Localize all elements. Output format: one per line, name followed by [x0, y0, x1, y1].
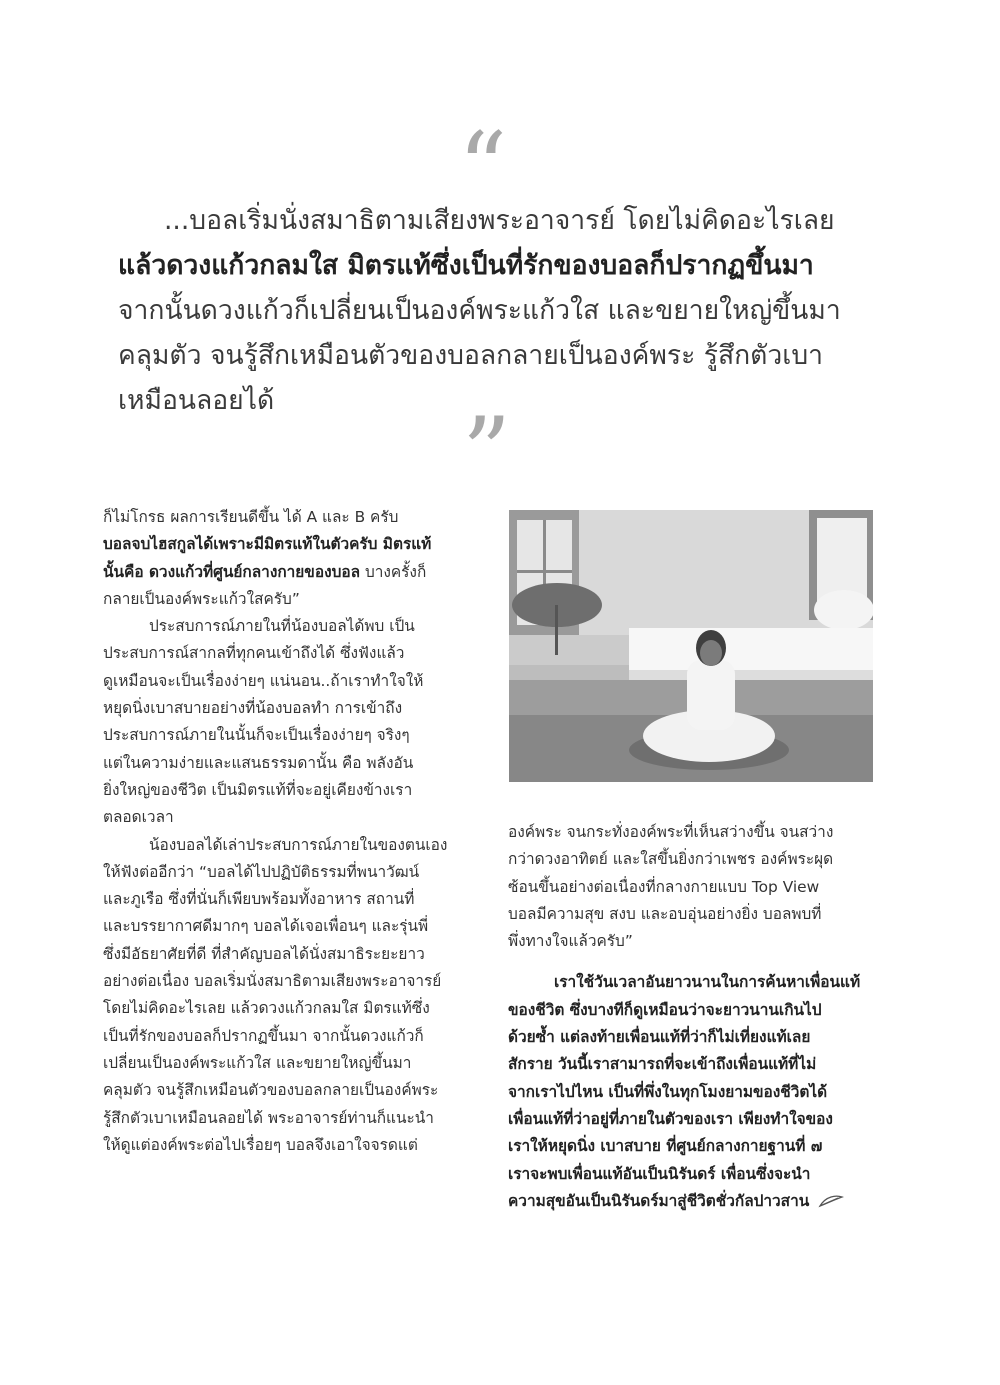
text-line: และภูเรือ ซึ่งที่นั่นก็เพียบพร้อมทั้งอาหาร สถานที่	[103, 890, 415, 909]
text-line: ตลอดเวลา	[103, 808, 174, 827]
text-line: ยิ่งใหญ่ของชีวิต เป็นมิตรแท้ที่จะอยู่เคียงข้างเรา	[103, 780, 413, 799]
text-line: เป็นที่รักของบอลก็ปรากฏขึ้นมา จากนั้นดวงแก้วก็	[103, 1026, 424, 1045]
text-line	[508, 1161, 874, 1188]
pull-quote-line: ...บอลเริ่มนั่งสมาธิตามเสียงพระอาจารย์ โดยไม่คิดอะไรเลย	[164, 205, 835, 236]
text-line: ให้ฟังต่ออีกว่า “บอลได้ไปปฏิบัติธรรมที่พนาวัฒน์	[103, 862, 420, 881]
left-text-column	[103, 504, 475, 1159]
bold-text: เราจะพบเพื่อนแท้อันเป็นนิรันดร์ เพื่อนซึ่งจะนำ	[508, 1164, 811, 1183]
text-line: ประสบการณ์ภายในนั้นก็จะเป็นเรื่องง่ายๆ จริงๆ	[103, 726, 410, 745]
text-line: ประสบการณ์สากลที่ทุกคนเข้าถึงได้ ซึ่งฟังแล้ว	[103, 644, 405, 663]
text-line	[508, 969, 874, 996]
text-line	[103, 531, 475, 558]
text-line	[508, 1024, 874, 1051]
text-line: และบรรยากาศดีมากๆ บอลได้เจอเพื่อนๆ และรุ่นพี่	[103, 917, 429, 936]
text-line	[508, 1079, 874, 1106]
bold-text: นั้นคือ ดวงแก้วที่ศูนย์กลางกายของบอล	[103, 562, 361, 581]
meditation-photo-illustration	[509, 510, 873, 782]
bold-text: ด้วยซ้ำ แต่ลงท้ายเพื่อนแท้ที่ว่าก็ไม่เที่ยงแท้เลย	[508, 1028, 811, 1047]
text-line: โดยไม่คิดอะไรเลย แล้วดวงแก้วกลมใส มิตรแท้ซึ่ง	[103, 999, 430, 1018]
pull-quote-line: จากนั้นดวงแก้วก็เปลี่ยนเป็นองค์พระแก้วใส และขยายใหญ่ขึ้นมา	[118, 295, 841, 326]
text-line: ประสบการณ์ภายในที่น้องบอลได้พบ เป็น	[149, 617, 415, 636]
text-line: พึ่งทางใจแล้วครับ”	[508, 932, 633, 951]
bold-text: เราใช้วันเวลาอันยาวนานในการค้นหาเพื่อนแท้	[554, 973, 861, 992]
text-line: คลุมตัว จนรู้สึกเหมือนตัวของบอลกลายเป็นองค์พระ	[103, 1081, 439, 1100]
pull-quote	[118, 198, 888, 423]
pull-quote-line: เหมือนลอยได้	[118, 385, 275, 416]
meditation-photo	[509, 510, 873, 782]
text-line	[508, 997, 874, 1024]
text-fragment: บางครั้งก็	[360, 562, 427, 581]
bold-text: เพื่อนแท้ที่ว่าอยู่ที่ภายในตัวของเรา เพียงทำใจของ	[508, 1109, 833, 1128]
text-line: ก็ไม่โกรธ ผลการเรียนดีขึ้น ได้ A และ B ครับ	[103, 508, 399, 526]
text-line: ให้ดูแต่องค์พระต่อไปเรื่อยๆ บอลจึงเอาใจจรดแต่	[103, 1135, 418, 1154]
text-line: เปลี่ยนเป็นองค์พระแก้วใส และขยายใหญ่ขึ้นมา	[103, 1053, 412, 1072]
pull-quote-line: แล้วดวงแก้วกลมใส มิตรแท้ซึ่งเป็นที่รักของบอลก็ปรากฏขึ้นมา	[118, 250, 814, 281]
bold-text: เราให้หยุดนิ่ง เบาสบาย ที่ศูนย์กลางกายฐานที่ ๗	[508, 1137, 823, 1156]
bold-text: บอลจบไฮสกูลได้เพราะมีมิตรแท้ในตัวครับ มิตรแท้	[103, 535, 432, 554]
close-quote-mark: ”	[462, 397, 512, 509]
bold-text: ของชีวิต ซึ่งบางทีก็ดูเหมือนว่าจะยาวนานเกินไป	[508, 1000, 822, 1019]
text-line: อย่างต่อเนื่อง บอลเริ่มนั่งสมาธิตามเสียงพระอาจารย์	[103, 972, 442, 991]
text-line: แต่ในความง่ายและแสนธรรมดานั้น คือ พลังอัน	[103, 753, 414, 772]
text-line: กลายเป็นองค์พระแก้วใสครับ”	[103, 589, 300, 608]
right-text-column	[508, 819, 874, 1215]
text-line: ซึ่งมีอัธยาศัยที่ดี ที่สำคัญบอลได้นั่งสมาธิระยะยาว	[103, 944, 425, 963]
text-line: หยุดนิ่งเบาสบายอย่างที่น้องบอลทำ การเข้าถึง	[103, 699, 403, 718]
text-line: กว่าดวงอาทิตย์ และใสขึ้นยิ่งกว่าเพชร องค์พระผุด	[508, 850, 834, 869]
text-line: น้องบอลได้เล่าประสบการณ์ภายในของตนเอง	[149, 835, 448, 854]
pull-quote-line: คลุมตัว จนรู้สึกเหมือนตัวของบอลกลายเป็นองค์พระ รู้สึกตัวเบา	[118, 340, 824, 371]
bold-text: ความสุขอันเป็นนิรันดร์มาสู่ชีวิตชั่วกัลปาวสาน	[508, 1191, 810, 1210]
feather-end-mark-icon	[818, 1194, 844, 1208]
text-line: ซ้อนขึ้นอย่างต่อเนื่องที่กลางกายแบบ Top View	[508, 877, 820, 896]
text-line: ดูเหมือนจะเป็นเรื่องง่ายๆ แน่นอน..ถ้าเราทำใจให้	[103, 671, 424, 690]
text-line: องค์พระ จนกระทั่งองค์พระที่เห็นสว่างขึ้น จนสว่าง	[508, 823, 834, 841]
text-line	[508, 1188, 874, 1215]
text-line	[103, 559, 475, 586]
bold-text: สักราย วันนี้เราสามารถที่จะเข้าถึงเพื่อนแท้ที่ไม่	[508, 1055, 817, 1074]
text-line	[508, 1051, 874, 1078]
text-line: รู้สึกตัวเบาเหมือนลอยได้ พระอาจารย์ท่านก็แนะนำ	[103, 1108, 434, 1127]
paragraph-gap	[508, 955, 874, 969]
text-line	[508, 1106, 874, 1133]
text-line: บอลมีความสุข สงบ และอบอุ่นอย่างยิ่ง บอลพบที่	[508, 904, 822, 923]
bold-text: จากเราไปไหน เป็นที่พึ่งในทุกโมงยามของชีวิตได้	[508, 1082, 828, 1101]
open-quote-mark: “	[458, 112, 508, 224]
text-line	[508, 1133, 874, 1160]
